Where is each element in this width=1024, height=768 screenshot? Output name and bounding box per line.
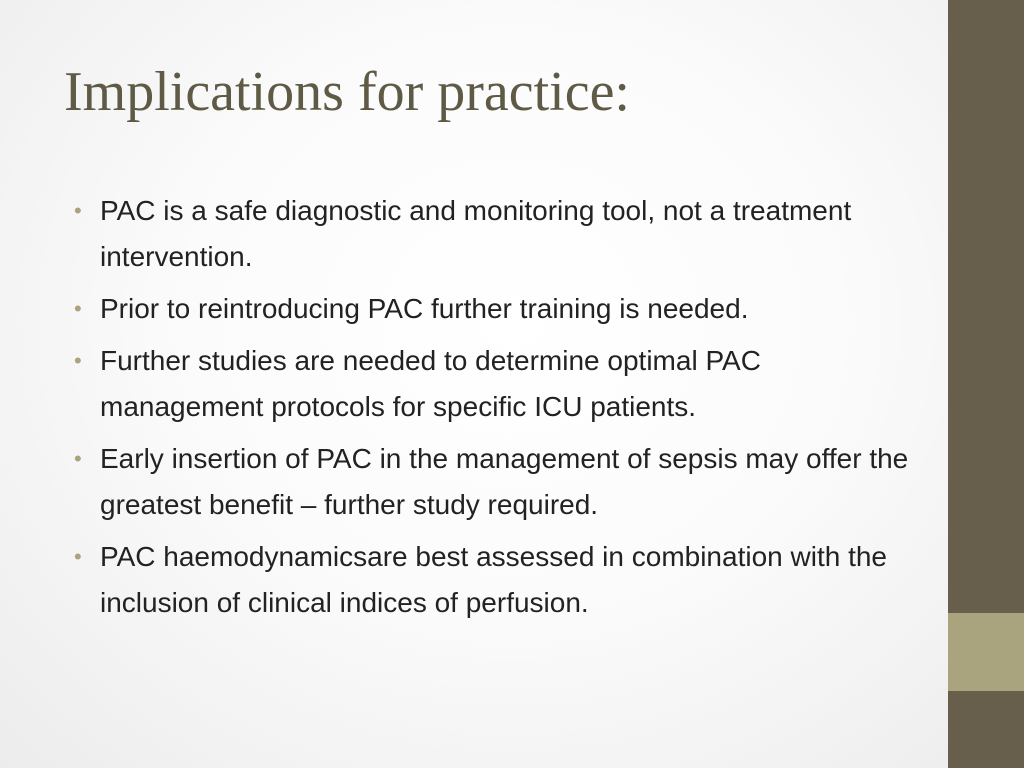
bullet-item bbox=[74, 338, 920, 430]
bullet-text: PAC haemodynamicsare best assessed in combination with the inclusion of clinical indices of perfusion. bbox=[100, 541, 887, 618]
bullet-list bbox=[74, 188, 920, 632]
bullet-item bbox=[74, 436, 920, 528]
bullet-text: Prior to reintroducing PAC further training is needed. bbox=[100, 293, 749, 324]
bullet-item bbox=[74, 188, 920, 280]
bullet-text: Further studies are needed to determine optimal PAC management protocols for specific ICU patients. bbox=[100, 345, 761, 422]
bullet-icon: • bbox=[74, 544, 82, 569]
slide-title: Implications for practice: bbox=[64, 61, 630, 123]
bullet-icon: • bbox=[74, 198, 82, 223]
bullet-text: Early insertion of PAC in the management of sepsis may offer the greatest benefit – further study required. bbox=[100, 443, 909, 520]
bullet-icon: • bbox=[74, 446, 82, 471]
bullet-text: PAC is a safe diagnostic and monitoring tool, not a treatment intervention. bbox=[100, 195, 852, 272]
bullet-icon: • bbox=[74, 296, 82, 321]
bullet-item bbox=[74, 286, 920, 332]
side-decoration-accent bbox=[948, 613, 1024, 691]
bullet-item bbox=[74, 534, 920, 626]
bullet-icon: • bbox=[74, 348, 82, 373]
